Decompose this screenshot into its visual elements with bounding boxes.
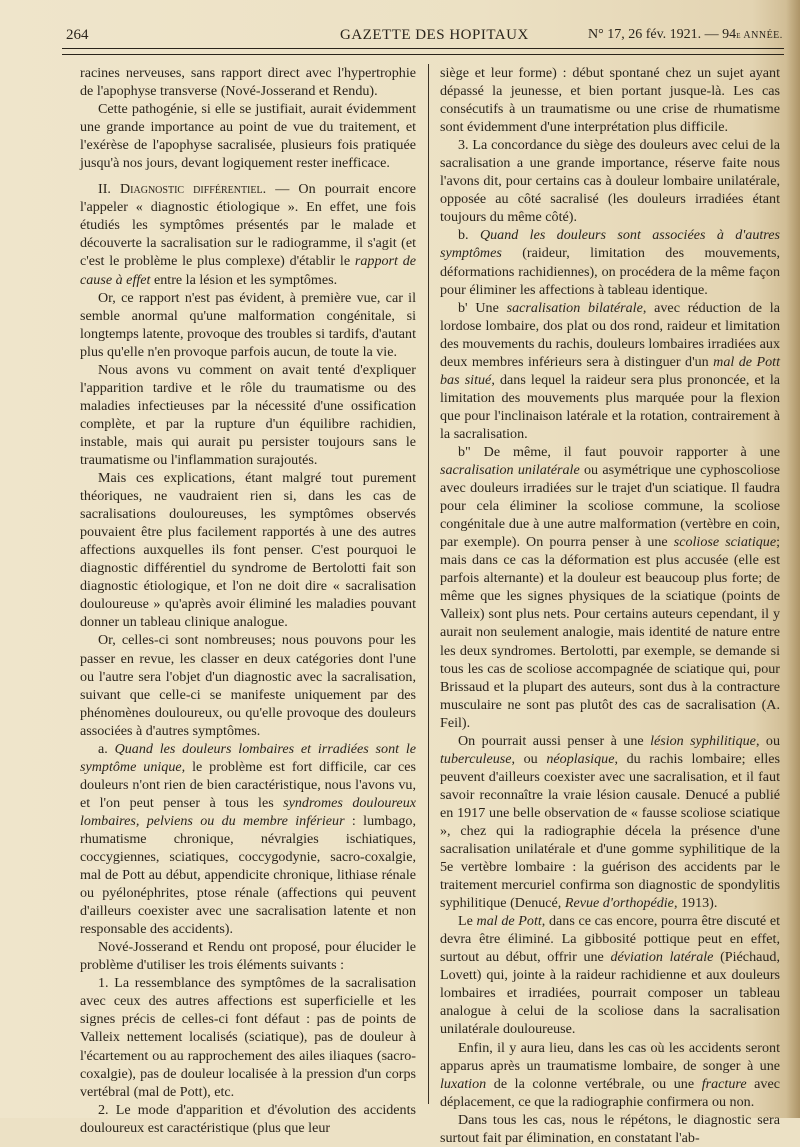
text-run: a. (98, 740, 115, 757)
journal-title: GAZETTE DES HOPITAUX (340, 27, 529, 43)
text-run: , avec réduction de la lordose lombaire, dos plat ou dos rond, raideur et limitation des mouvements du rachis, douleurs lombaires irradiées aux deux membres inférieurs sera à distinguer d'un (440, 299, 780, 370)
emphasis-text: scoliose sciatique (673, 534, 777, 551)
text-run: (Piéchaud, Lovett) qui, jointe à la raideur rachidienne et aux douleurs lombaires et irradiées, pourrait composer un tableau analogue à celui de la scoliose dans la sacralisation unilatérale douloureuse. (440, 949, 780, 1038)
header-rule-bottom (62, 54, 784, 55)
emphasis-text: Revue d'orthopédie (564, 895, 674, 912)
text-run: On pourrait aussi penser à une (458, 732, 651, 749)
right-paragraph-1: siège et leur forme) : début spontané chez un sujet ayant dépassé la jeunesse, et bien portant jusque-là. Les cas consécutifs à un traumatisme ou une crise de rhumatisme sont évidemment d'une interprétation plus difficile. (440, 65, 780, 136)
emphasis-text: syndromes douloureux lombaires, pelviens ou du membre inférieur (80, 794, 416, 829)
emphasis-text: néoplasique (546, 750, 615, 767)
left-paragraph-7: Or, celles-ci sont nombreuses; nous pouvons pour les passer en revue, les classer en deux catégories dont l'une ou l'autre sera l'objet d'un diagnostic avec la sacralisation, suivant que celle-ci se manifeste uniquement par des phénomènes douloureux, ou qu'elle provoque des douleurs associées à d'autres symptômes. (80, 632, 416, 739)
left-paragraph-5: Nous avons vu comment on avait tenté d'expliquer l'apparition tardive et le rôle du traumatisme ou des maladies infectieuses par la nécessité d'une ossification complète, et par la rupture d'un équilibre rachidien, instable, mais qui aurait pu persister toujours sans le traumatisme ou l'inflammation surajoutés. (80, 361, 416, 468)
text-run: ou asymétrique une cyphoscoliose avec douleurs irradiées sur le trajet d'un sciatique. Il faudra pour cela éliminer la scoliose commune, la scoliose congénitale due à une autre malformation (vertèbre en coin, par exemple). On pourra penser à une (440, 462, 780, 551)
text-run: entre la lésion et les symptômes. (150, 271, 338, 288)
text-run: , du rachis lombaire; elles peuvent d'ailleurs coexister avec une sacralisation, et il faut savoir reconnaître la vraie lésion causale. Denucé a publié en 1917 une belle observation de « fausse scoliose sciatique », chez qui la radiographie décela la présence d'une sacralisation unilatérale et d'une gomme syphilitique de la 5e vertèbre lombaire : la guérison des accidents par le traitement mercuriel confirma son diagnostic de spondylitis syphilitique (Denucé, (440, 750, 780, 912)
right-paragraph-6 (440, 732, 780, 912)
right-paragraph-5 (440, 443, 780, 732)
right-paragraph-3 (440, 226, 780, 298)
issue-line (588, 27, 783, 43)
page-header (62, 24, 782, 48)
emphasis-text: sacralisation bilatérale (506, 299, 643, 316)
emphasis-text: déviation latérale (610, 949, 714, 966)
emphasis-text: mal de Pott (476, 913, 542, 930)
text-run: b. (458, 227, 480, 244)
text-run: , ou (755, 732, 780, 749)
left-paragraph-10: 1. La ressemblance des symptômes de la sacralisation avec ceux des autres affections est superficielle et les signes précis de celles-ci font défaut : pas de points de Valleix nettement localisés (sciatique), pas de douleur à l'écartement ou au rapprochement des ailes iliaques (sacro-coxalgie), pas de douleur localisée à la pression d'un corps vertébral (mal de Pott), etc. (80, 975, 416, 1100)
issue-number: N° 17, 26 fév. 1921. — 94 (588, 27, 737, 42)
left-paragraph-diagnostic (80, 180, 416, 288)
text-run: — On pourrait encore l'appeler « diagnostic étiologique ». En effet, une fois étudiés les symptômes présentés par le malade et découverte la sacralisation sur le radiogramme, il s'agit (et c'est le problème le plus complexe) d'établir le (80, 181, 416, 270)
left-paragraph-6: Mais ces explications, étant malgré tout purement théoriques, ne vaudraient rien si, dans les cas de sacralisations douloureuses, les symptômes observés pouvaient être plus facilement rapportés à une des autres affections auxquelles ils font penser. C'est pourquoi le diagnostic différentiel du syndrome de Bertolotti fait son diagnostic étiologique, et l'on ne doit dire « sacralisation douloureuse » qu'après avoir éliminé les maladies pouvant donner un tableau clinique analogue. (80, 470, 416, 631)
emphasis-text: mal de Pott bas situé (440, 353, 780, 388)
text-run: b' Une (458, 299, 507, 316)
text-run: b" De même, il faut pouvoir rapporter à une (458, 443, 780, 460)
emphasis-text: Quand les douleurs sont associées à d'autres symptômes (440, 227, 780, 262)
left-paragraph-8 (80, 740, 416, 939)
text-run: (raideur, limitation des mouvements, déformations rachidiennes), on procédera de la même façon pour éliminer les affections à tableau identique. (440, 245, 780, 298)
text-run: ; mais dans ce cas la déformation est plus accusée (elle est parfois alternante) et la douleur est beaucoup plus forte; de même que les signes physiques de la sciatique (points de Valleix) sont plus nets. Pour certains auteurs cependant, il y aurait non seulement analogie, mais identité de nature entre les deux syndromes. Bertolotti, par exemple, se demande si tous les cas de scoliose accompagnée de sciatique qui, pour Brissaud et la plupart des auteurs, sont dus à la contracture musculaire ne sont pas plutôt des cas de sacralisation (A. Feil). (440, 534, 780, 731)
emphasis-text: lésion syphilitique (650, 732, 756, 749)
text-run: , 1913). (673, 895, 718, 912)
page-edge-shadow (786, 0, 800, 1118)
text-run: Le (458, 913, 477, 930)
right-paragraph-2: 3. La concordance du siège des douleurs avec celui de la sacralisation a une grande importance, réserve faite nous l'avons dit, pour certains cas à douleur lombaire unilatérale, opposée au côté sacralisé (les douleurs irradiées étant toujours du même côté). (440, 137, 780, 226)
emphasis-text: Quand les douleurs lombaires et irradiées sont le symptôme unique, (80, 740, 417, 775)
text-run: : lumbago, rhumatisme chronique, névralgies ischiatiques, coccygiennes, sciatiques, coccygodynie, sacro-coxalgie, mal de Pott au début, appendicite chronique, lithiase rénale ou pyélonéphrites, ptose rénale (affections qui peuvent d'ailleurs coexister avec une sacralisation latente et non responsable des accidents). (80, 812, 416, 938)
text-run: avec déplacement, ce que la radiographie confirmera ou non. (440, 1075, 780, 1110)
left-paragraph-4: Or, ce rapport n'est pas évident, à première vue, car il semble anormal qu'une malformation congénitale, si longtemps latente, provoque des troubles si tardifs, d'autant plus qu'elle n'en provoque parfois aucun, de toute la vie. (80, 289, 416, 360)
page-number: 264 (66, 27, 89, 43)
right-column (440, 64, 780, 1147)
right-paragraph-7 (440, 912, 780, 1038)
emphasis-text: tuberculeuse (440, 750, 512, 767)
text-run: Enfin, il y aura lieu, dans les cas où les accidents seront apparus après un traumatisme lombaire, de songer à une (440, 1039, 780, 1074)
right-paragraph-4 (440, 299, 780, 443)
left-paragraph-11: 2. Le mode d'apparition et d'évolution des accidents douloureux est caractéristique (plus que leur (80, 1101, 416, 1136)
emphasis-text: rapport de cause à effet (80, 253, 416, 288)
emphasis-text: luxation (440, 1075, 487, 1092)
emphasis-text: fracture (701, 1075, 747, 1092)
emphasis-text: sacralisation unilatérale (440, 462, 580, 479)
text-run: le problème est fort difficile, car ces douleurs n'ont rien de bien caractéristique, nous l'avons vu, et l'on peut penser à tous les (80, 758, 416, 811)
left-paragraph-1: racines nerveuses, sans rapport direct avec l'hypertrophie de l'apophyse transverse (Nové-Josserand et Rendu). (80, 65, 416, 100)
text-run: , dans ce cas encore, pourra être discuté et devra être éliminé. La gibbosité pottique peut en effet, surtout au début, offrir une (440, 913, 780, 966)
text-run: , dans lequel la raideur sera plus prononcée, et la limitation des mouvements plus marquée pour la flexion que pour l'inclinaison latérale et la rotation, contrairement à la sacralisation. (440, 371, 780, 442)
issue-year-suffix: e ANNÉE. (736, 30, 783, 41)
section-heading: II. Diagnostic différentiel. (98, 181, 267, 198)
right-paragraph-9: Dans tous les cas, nous le répétons, le diagnostic sera surtout fait par élimination, en constatant l'ab- (440, 1111, 780, 1146)
text-run: , ou (511, 750, 547, 767)
header-rule-top (62, 48, 784, 49)
left-paragraph-2: Cette pathogénie, si elle se justifiait, aurait évidemment une grande importance au point de vue du traitement, et l'exérèse de l'apophyse sacralisée, plusieurs fois pratiquée jusqu'à nos jours, devant logiquement rester inefficace. (80, 101, 416, 172)
right-paragraph-8 (440, 1039, 780, 1111)
left-paragraph-9: Nové-Josserand et Rendu ont proposé, pour élucider le problème d'utiliser les trois éléments suivants : (80, 939, 416, 974)
text-run: de la colonne vertébrale, ou une (486, 1075, 702, 1092)
left-column (80, 64, 416, 1137)
column-divider (428, 64, 429, 1104)
